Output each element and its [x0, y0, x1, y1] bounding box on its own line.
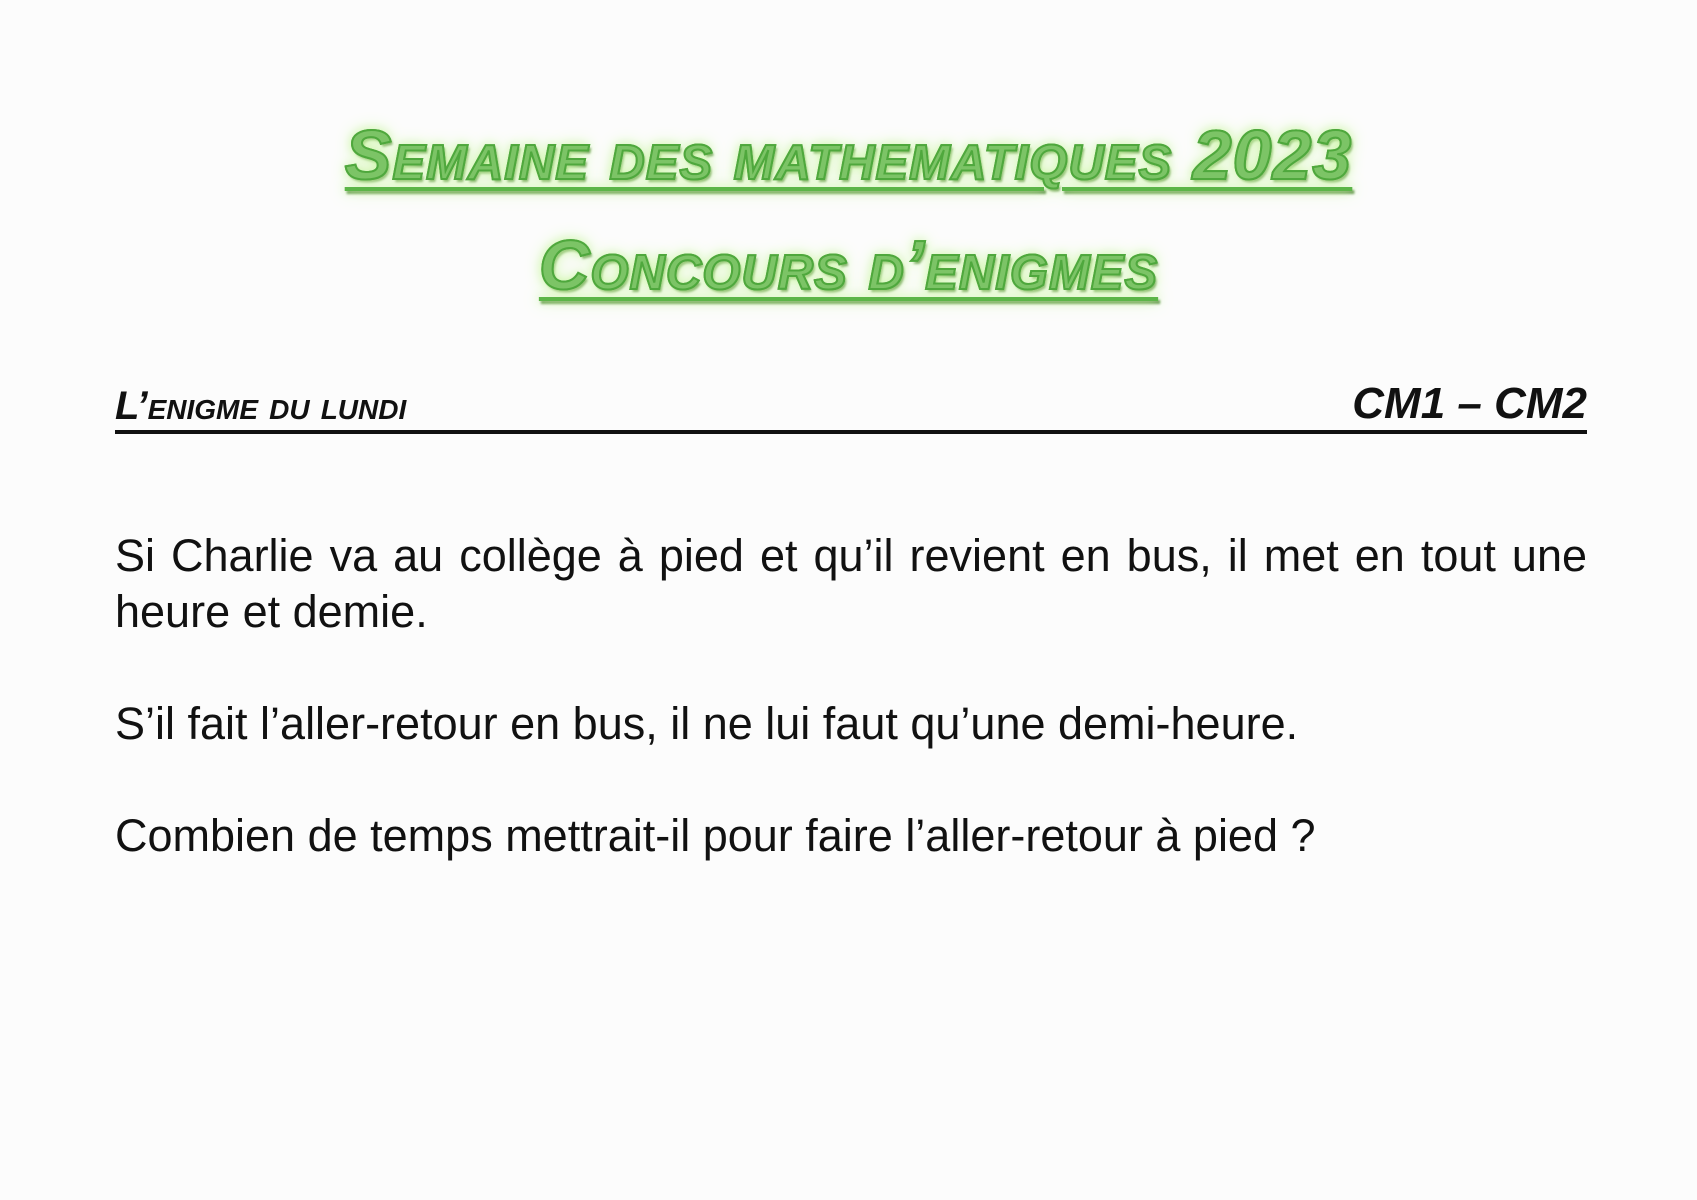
- document-title: [0, 116, 1697, 304]
- section-title: L’enigme du lundi: [115, 384, 407, 428]
- title-line-1: Semaine des mathematiques 2023: [344, 116, 1353, 194]
- riddle-body: [115, 528, 1587, 920]
- riddle-question: Combien de temps mettrait-il pour faire l’aller-retour à pied ?: [115, 810, 1316, 861]
- title-line-2: Concours d’enigmes: [538, 226, 1159, 304]
- grade-level: CM1 – CM2: [1352, 379, 1587, 428]
- riddle-paragraph-2: S’il fait l’aller-retour en bus, il ne lui faut qu’une demi-heure.: [115, 698, 1299, 749]
- section-header: [115, 379, 1587, 434]
- riddle-paragraph-1: Si Charlie va au collège à pied et qu’il revient en bus, il met en tout une heure et demie.: [115, 530, 1587, 637]
